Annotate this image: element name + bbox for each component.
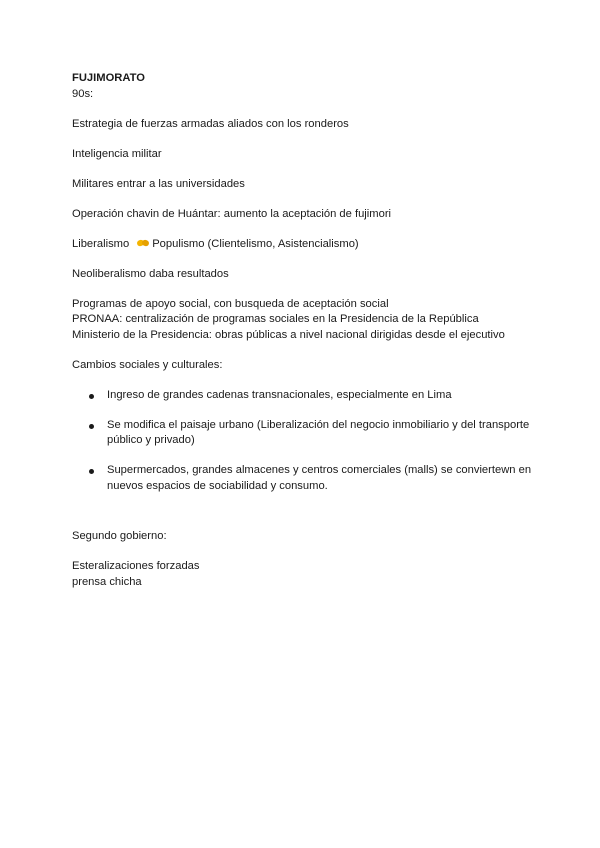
list-item bbox=[72, 418, 537, 449]
list-item-text: Ingreso de grandes cadenas transnacionales, especialmente en Lima bbox=[107, 388, 452, 401]
handshake-icon bbox=[137, 238, 149, 248]
paragraph-second-government-items bbox=[72, 559, 532, 590]
document-page bbox=[72, 71, 532, 590]
social-programs-line-3: Ministerio de la Presidencia: obras públicas a nivel nacional dirigidas desde el ejecutivo bbox=[72, 328, 505, 341]
list-item-text: Supermercados, grandes almacenes y centros comerciales (malls) se conviertewn en nuevos espacios de sociabilidad y consumo. bbox=[107, 464, 532, 492]
document-title: FUJIMORATO bbox=[72, 72, 145, 84]
liberalism-text: Liberalismo bbox=[72, 237, 130, 250]
paragraph-social-changes: Cambios sociales y culturales: bbox=[72, 358, 223, 371]
paragraph-second-government: Segundo gobierno: bbox=[72, 530, 167, 542]
list-item bbox=[72, 388, 537, 404]
document-subtitle: 90s: bbox=[72, 87, 94, 100]
bullet-icon bbox=[89, 394, 94, 399]
bullet-icon bbox=[89, 424, 94, 429]
social-changes-list bbox=[72, 388, 532, 495]
list-item bbox=[72, 463, 537, 494]
bullet-icon bbox=[89, 469, 94, 474]
paragraph-social-programs bbox=[72, 297, 532, 344]
paragraph-military-intelligence: Inteligencia militar bbox=[72, 147, 162, 160]
paragraph-universities: Militares entrar a las universidades bbox=[72, 177, 245, 190]
paragraph-neoliberalism: Neoliberalismo daba resultados bbox=[72, 267, 229, 280]
populism-text: Populismo (Clientelismo, Asistencialismo) bbox=[152, 237, 359, 250]
social-programs-line-1: Programas de apoyo social, con busqueda de aceptación social bbox=[72, 297, 389, 310]
prensa-chicha-line: prensa chicha bbox=[72, 575, 142, 588]
paragraph-armed-forces: Estrategia de fuerzas armadas aliados con los ronderos bbox=[72, 117, 349, 130]
forced-sterilizations-line: Esteralizaciones forzadas bbox=[72, 560, 200, 572]
social-programs-line-2: PRONAA: centralización de programas sociales en la Presidencia de la República bbox=[72, 313, 479, 325]
list-item-text: Se modifica el paisaje urbano (Liberalización del negocio inmobiliario y del transporte público y privado) bbox=[107, 418, 530, 446]
paragraph-chavin-de-huantar: Operación chavin de Huántar: aumento la aceptación de fujimori bbox=[72, 207, 392, 220]
paragraph-liberalism-populism bbox=[72, 237, 532, 253]
